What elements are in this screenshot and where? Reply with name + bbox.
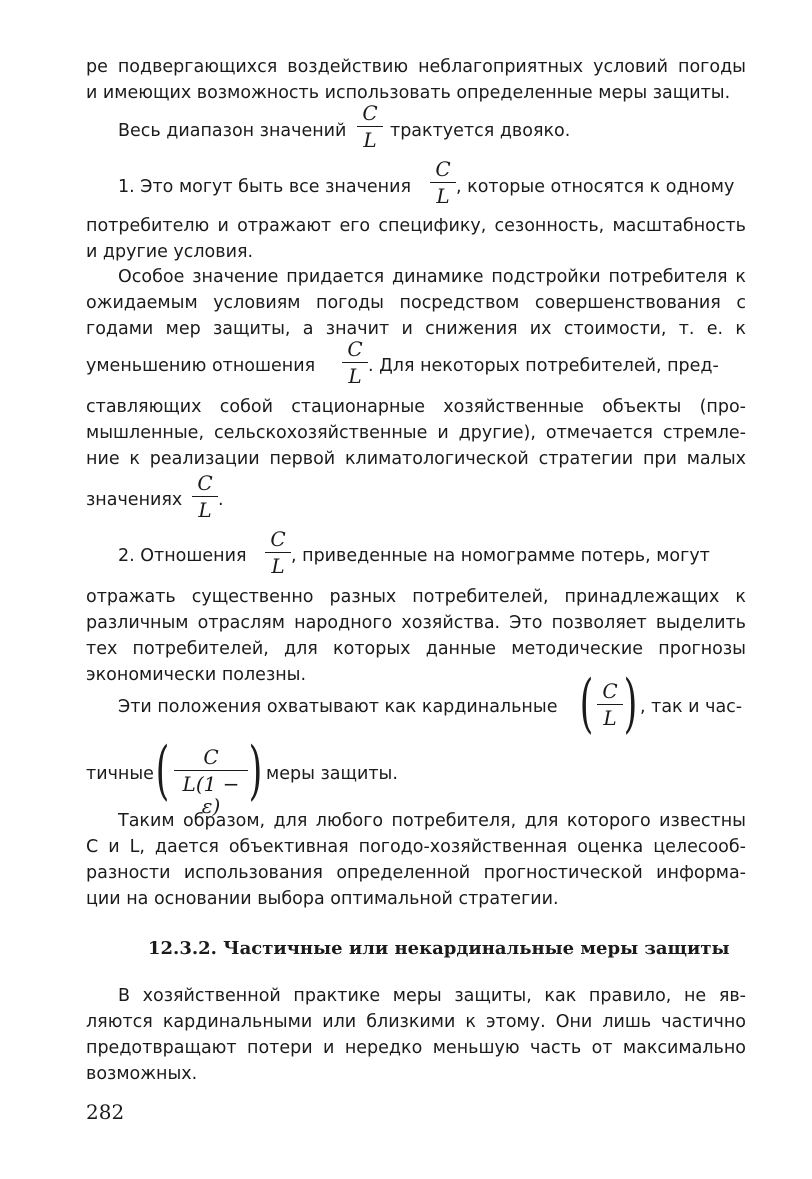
text-line: тех потребителей, для которых данные методические прогнозы (86, 639, 746, 659)
text-line: Таким образом, для любого потребителя, для которого известны (118, 811, 746, 831)
fraction-c-over-l: C L (192, 472, 218, 521)
paragraph-continuation (86, 54, 746, 106)
text-line: ние к реализации первой климатологической стратегии при малых (86, 449, 746, 469)
text-line: C и L, дается объективная погодо-хозяйственная оценка целесооб- (86, 837, 746, 857)
section-heading: 12.3.2. Частичные или некардинальные меры защиты (148, 938, 730, 959)
text-line: и другие условия. (86, 242, 254, 262)
text-line: Эти положения охватывают как кардинальные (118, 697, 558, 717)
text-line: Особое значение придается динамике подстройки потребителя к (118, 267, 746, 287)
text-line: . Для некоторых потребителей, пред- (368, 356, 719, 376)
fraction-c-over-l: C L (265, 528, 291, 577)
text-line: , которые относятся к одному (456, 177, 735, 197)
paragraph (86, 584, 746, 688)
text-line: В хозяйственной практике меры защиты, как правило, не яв- (118, 986, 746, 1006)
paragraph (86, 834, 746, 912)
paragraph (118, 983, 746, 1009)
paragraph (86, 290, 746, 342)
text-line: годами мер защиты, а значит и снижения их стоимости, т. е. к (86, 319, 746, 339)
text-line: 2. Отношения (118, 546, 247, 566)
text-line: . (218, 490, 224, 510)
fraction-c-over-l: C L (342, 338, 368, 387)
paragraph (86, 394, 746, 472)
text-line: тичные (86, 764, 154, 784)
text-line: , так и час- (640, 697, 743, 717)
text-line: различным отраслям народного хозяйства. Это позволяет выделить (86, 613, 746, 633)
fraction-c-over-l-one-minus-epsilon: C L(1 − ε) (174, 746, 248, 817)
page-number: 282 (86, 1100, 125, 1124)
paragraph (86, 1009, 746, 1087)
text-line: , приведенные на номограмме потерь, могут (291, 546, 710, 566)
text-line: меры защиты. (266, 764, 398, 784)
text-line: разности использования определенной прогностической информа- (86, 863, 746, 883)
fraction-c-over-l: C L (430, 158, 456, 207)
text-line: экономически полезны. (86, 665, 307, 685)
text-line: уменьшению отношения (86, 356, 316, 376)
text-line: ставляющих собой стационарные хозяйственные объекты (про- (86, 397, 746, 417)
left-parenthesis: ( (579, 667, 594, 741)
text-line: трактуется двояко. (390, 121, 571, 141)
text-line: и имеющих возможность использовать определенные меры защиты. (86, 83, 731, 103)
text-line: ожидаемым условиям погоды посредством совершенствования с (86, 293, 746, 313)
text-line: потребителю и отражают его специфику, сезонность, масштабность (86, 216, 746, 236)
text-line: значениях (86, 490, 183, 510)
text-line: 1. Это могут быть все значения (118, 177, 412, 197)
fraction-c-over-l: C L (597, 680, 623, 729)
text-line: ции на основании выбора оптимальной стратегии. (86, 889, 559, 909)
text-line: ре подвергающихся воздействию неблагоприятных условий погоды (86, 57, 746, 77)
text-line: отражать существенно разных потребителей, принадлежащих к (86, 587, 746, 607)
paragraph (118, 808, 746, 834)
text-line: возможных. (86, 1064, 198, 1084)
text-line: Весь диапазон значений (118, 121, 347, 141)
right-parenthesis: ) (623, 667, 638, 741)
paragraph (86, 213, 746, 265)
left-parenthesis: ( (155, 734, 170, 808)
text-line: мышленные, сельскохозяйственные и другие), отмечается стремле- (86, 423, 746, 443)
text-line: предотвращают потери и нередко меньшую часть от максимально (86, 1038, 746, 1058)
right-parenthesis: ) (248, 734, 263, 808)
paragraph (118, 264, 746, 290)
fraction-c-over-l: C L (357, 102, 383, 151)
text-line: ляются кардинальными или близкими к этому. Они лишь частично (86, 1012, 746, 1032)
